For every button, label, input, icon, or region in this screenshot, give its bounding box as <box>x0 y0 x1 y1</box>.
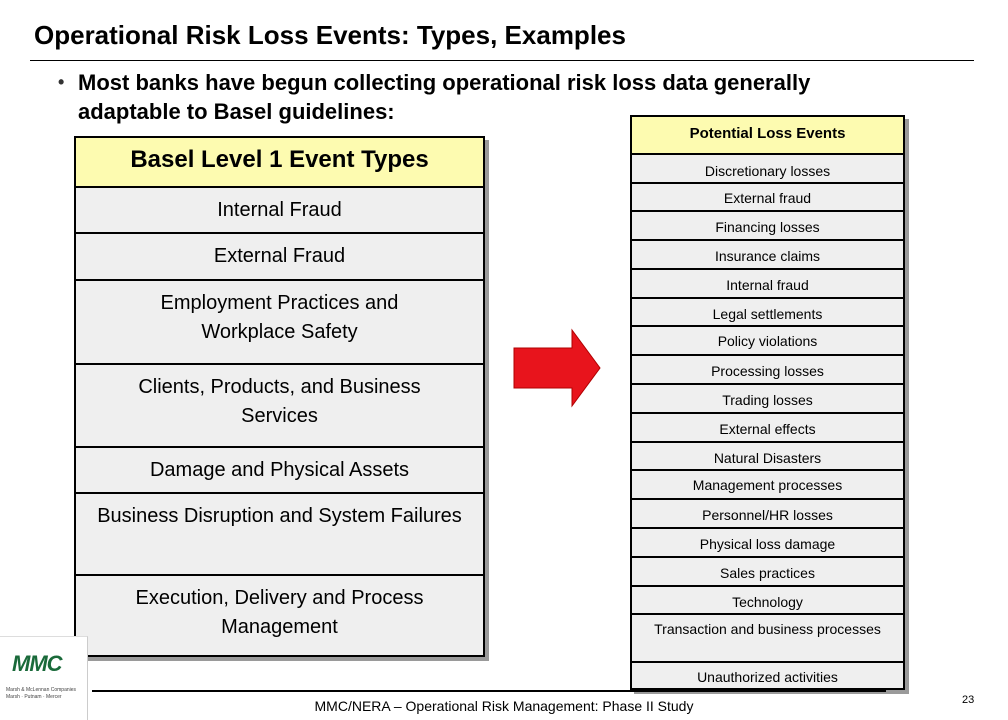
basel-row: Damage and Physical Assets <box>76 446 483 492</box>
basel-event-types-table <box>74 136 485 657</box>
basel-row: Business Disruption and System Failures <box>76 492 483 574</box>
footer-divider <box>92 690 886 692</box>
footer-text: MMC/NERA – Operational Risk Management: Phase II Study <box>314 698 694 714</box>
event-row: Management processes <box>632 469 903 498</box>
basel-row: External Fraud <box>76 232 483 279</box>
basel-table-header: Basel Level 1 Event Types <box>76 138 483 186</box>
event-row: External effects <box>632 412 903 441</box>
basel-row: Clients, Products, and Business Services <box>76 363 483 446</box>
basel-row: Internal Fraud <box>76 186 483 232</box>
event-row: Financing losses <box>632 210 903 239</box>
basel-row: Employment Practices and Workplace Safety <box>76 279 483 363</box>
event-row: Transaction and business processes <box>632 613 903 661</box>
page-number: 23 <box>962 694 975 706</box>
bullet-icon: • <box>58 72 65 92</box>
event-row: Physical loss damage <box>632 527 903 556</box>
event-row: Technology <box>632 585 903 613</box>
title-divider <box>30 60 974 61</box>
logo-subtext: Marsh & McLennan Companies Marsh · Putnam · Mercer <box>6 687 77 700</box>
slide-title: Operational Risk Loss Events: Types, Examples <box>34 20 626 50</box>
event-row: Insurance claims <box>632 239 903 268</box>
right-arrow-icon <box>510 326 602 410</box>
event-row: Discretionary losses <box>632 153 903 182</box>
event-row: Natural Disasters <box>632 441 903 469</box>
event-row: Internal fraud <box>632 268 903 297</box>
events-table-header: Potential Loss Events <box>632 117 903 153</box>
event-row: Personnel/HR losses <box>632 498 903 527</box>
event-row: Legal settlements <box>632 297 903 325</box>
event-row: Policy violations <box>632 325 903 354</box>
event-row: Trading losses <box>632 383 903 412</box>
potential-loss-events-table <box>630 115 905 690</box>
bullet-text: Most banks have begun collecting operational risk loss data generally adaptable to Basel guidelines: <box>78 70 811 124</box>
logo-mark: MMC <box>12 651 62 676</box>
basel-row: Execution, Delivery and Process Management <box>76 574 483 655</box>
event-row: Sales practices <box>632 556 903 585</box>
event-row: External fraud <box>632 182 903 210</box>
event-row: Unauthorized activities <box>632 661 903 688</box>
event-row: Processing losses <box>632 354 903 383</box>
